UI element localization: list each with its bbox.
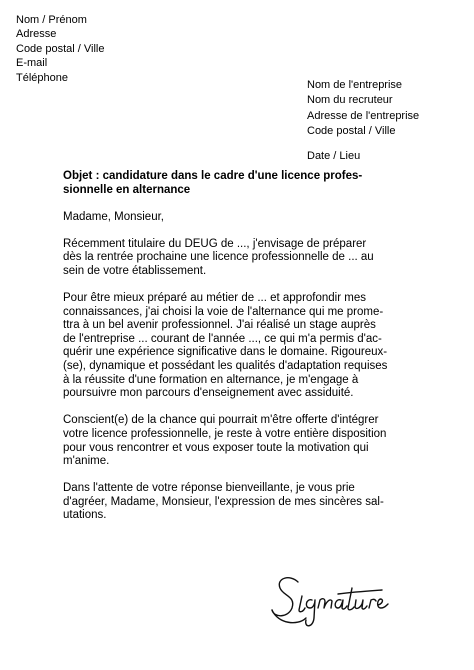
recipient-address: Adresse de l'entreprise [307,109,420,122]
recipient-block [307,78,419,140]
paragraph-line: Récemment titulaire du DEUG de ..., j'envisage de préparer [63,237,367,250]
paragraph-line: Conscient(e) de la chance qui pourrait m'être offerte d'intégrer [63,414,379,427]
paragraph-line: connaissances, j'ai choisi la voie de l'alternance qui me prome- [63,305,384,318]
paragraph-line: d'agréer, Madame, Monsieur, l'expression de mes sincères sal- [63,495,384,508]
letter-body [63,170,408,523]
sender-block [16,13,104,85]
paragraph-line: (se), dynamique et possédant les qualités d'adaptation requises [63,360,388,373]
paragraph-line: votre licence professionnelle, je reste à votre entière disposition [63,427,387,440]
sender-phone: Téléphone [16,71,68,84]
paragraph-closing [63,482,408,523]
paragraph-line: de l'entreprise ... courant de l'année ..., ce qui m'a permis d'ac- [63,332,382,345]
paragraph-line: m'anime. [63,455,110,468]
handwritten-signature [268,568,418,632]
subject-line [63,170,408,197]
paragraph-line: utations. [63,509,107,522]
subject-text-line: sionnelle en alternance [63,183,191,196]
paragraph-line: quérir une expérience significative dans le domaine. Rigoureux- [63,346,388,359]
sender-name: Nom / Prénom [16,14,87,26]
paragraph-line: Pour être mieux préparé au métier de ... et approfondir mes [63,292,366,305]
recipient-company: Nom de l'entreprise [307,79,403,91]
paragraph-line: pour vous rencontrer et vous exposer toute la motivation qui [63,441,369,454]
paragraph-line: sein de votre établissement. [63,264,207,277]
paragraph-motivation [63,292,408,401]
recipient-recruiter: Nom du recruteur [307,94,393,107]
paragraph-line: Dans l'attente de votre réponse bienveillante, je vous prie [63,482,355,495]
sender-email: E-mail [16,57,48,70]
paragraph-line: dès la rentrée prochaine une licence professionnelle de ... au [63,251,374,264]
paragraph-availability [63,414,408,468]
subject-text-line: Objet : candidature dans le cadre d'une licence profes- [63,170,363,182]
sender-postal-city: Code postal / Ville [16,42,105,55]
date-place: Date / Lieu [307,150,361,162]
sender-address: Adresse [16,28,57,41]
paragraph-line: ttra à un bel avenir professionnel. J'ai réalisé un stage auprès [63,319,376,332]
salutation: Madame, Monsieur, [63,210,164,223]
paragraph-intro [63,238,408,279]
paragraph-line: à la réussite d'une formation en alternance, je m'engage à [63,373,359,386]
recipient-postal-city: Code postal / Ville [307,125,396,138]
paragraph-line: poursuivre mon parcours d'enseignement avec assiduité. [63,387,354,400]
